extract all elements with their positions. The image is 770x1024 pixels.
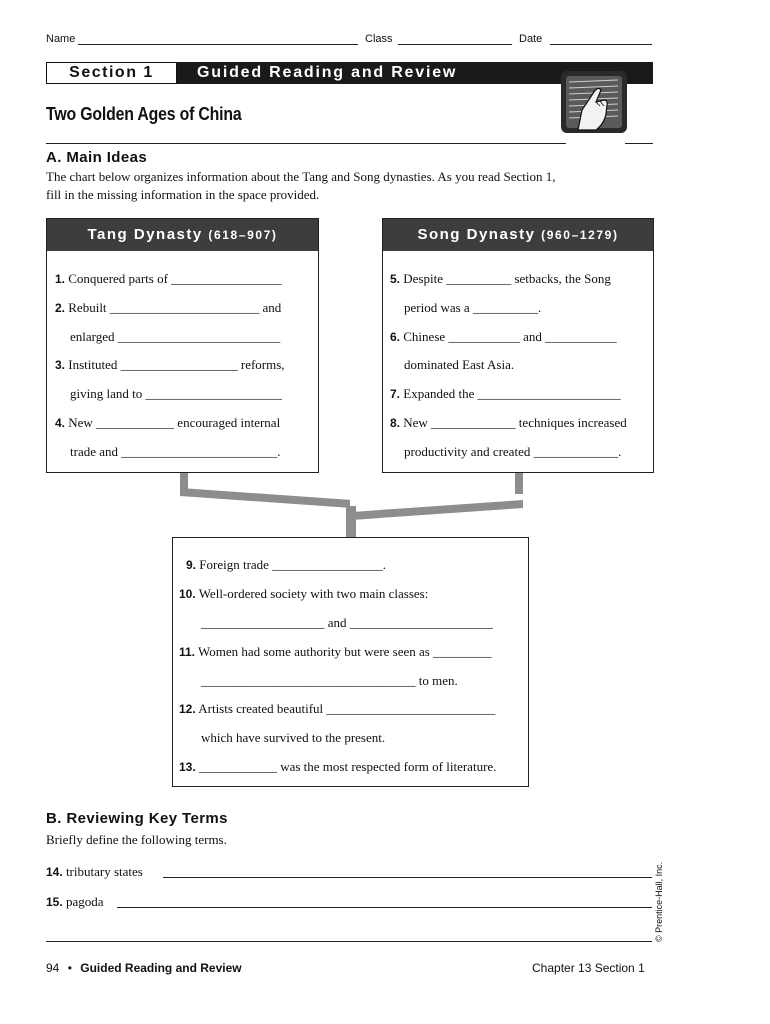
song-dynasty-header	[383, 219, 653, 251]
footer-book-title: Guided Reading and Review	[80, 961, 242, 975]
connector-left-arm	[180, 488, 350, 508]
name-field[interactable]	[78, 44, 358, 45]
connector-right-arm	[352, 500, 523, 520]
date-label: Date	[519, 33, 543, 45]
date-field[interactable]	[550, 44, 652, 45]
list-item: ___________________ and ______________________	[201, 615, 493, 630]
title-rule-right	[625, 143, 653, 144]
pointing-hand-icon	[560, 70, 628, 134]
title-rule	[46, 143, 566, 144]
footer-left	[46, 961, 242, 975]
connector-stem	[346, 506, 356, 538]
tang-dynasty-box	[46, 218, 319, 473]
page-title: Two Golden Ages of China	[46, 104, 242, 124]
list-item: 7. Expanded the ______________________	[390, 386, 621, 401]
list-item: 8. New _____________ techniques increased	[390, 415, 627, 430]
list-item: trade and ________________________.	[70, 444, 281, 459]
section-label: Section 1	[46, 62, 177, 84]
song-dynasty-years: (960–1279)	[541, 228, 619, 242]
list-item: 2. Rebuilt _______________________ and	[55, 300, 282, 315]
list-item: _________________________________ to men.	[201, 673, 458, 688]
connector-right	[515, 472, 523, 494]
list-item: enlarged _________________________	[70, 329, 281, 344]
song-dynasty-box	[382, 218, 654, 473]
tang-dynasty-name: Tang Dynasty	[87, 226, 203, 243]
tang-dynasty-header	[47, 219, 318, 251]
term-answer-14[interactable]	[163, 877, 652, 878]
list-item: 11. Women had some authority but were seen as _________	[179, 644, 492, 659]
list-item: 9. Foreign trade _________________.	[186, 557, 386, 572]
class-field[interactable]	[398, 44, 512, 45]
list-item: 1. Conquered parts of _________________	[55, 271, 282, 286]
list-item: 13. ____________ was the most respected form of literature.	[179, 759, 497, 774]
term-answer-15-extra[interactable]	[46, 941, 652, 942]
shared-traits-box	[172, 537, 529, 787]
tang-dynasty-years: (618–907)	[208, 228, 278, 242]
list-item: 12. Artists created beautiful __________________________	[179, 701, 496, 716]
list-item: 10. Well-ordered society with two main classes:	[179, 586, 429, 601]
song-dynasty-name: Song Dynasty	[417, 226, 536, 243]
section-a-text: The chart below organizes information about the Tang and Song dynasties. As you read Section 1, fill in the missing information in the space provided.	[46, 169, 556, 202]
term-answer-15[interactable]	[117, 907, 652, 908]
list-item: 6. Chinese ___________ and ___________	[390, 329, 617, 344]
footer-chapter: Chapter 13 Section 1	[532, 961, 645, 975]
section-b-heading: B. Reviewing Key Terms	[46, 810, 228, 827]
list-item: which have survived to the present.	[201, 730, 386, 745]
section-a-heading: A. Main Ideas	[46, 149, 148, 166]
section-b-text: Briefly define the following terms.	[46, 832, 227, 847]
list-item: 5. Despite __________ setbacks, the Song	[390, 271, 611, 286]
class-label: Class	[365, 33, 393, 45]
list-item: giving land to _____________________	[70, 386, 282, 401]
list-item: period was a __________.	[404, 300, 542, 315]
term-label-15: 15. pagoda	[46, 894, 104, 909]
list-item: dominated East Asia.	[404, 357, 515, 372]
copyright-notice: © Prentice-Hall, Inc.	[654, 861, 664, 942]
term-label-14: 14. tributary states	[46, 864, 143, 879]
list-item: productivity and created _____________.	[404, 444, 622, 459]
page-number: 94	[46, 961, 60, 975]
banner-heading: Guided Reading and Review	[177, 62, 653, 84]
name-label: Name	[46, 33, 76, 45]
footer-bullet: •	[67, 961, 72, 975]
list-item: 4. New ____________ encouraged internal	[55, 415, 281, 430]
list-item: 3. Instituted __________________ reforms,	[55, 357, 285, 372]
